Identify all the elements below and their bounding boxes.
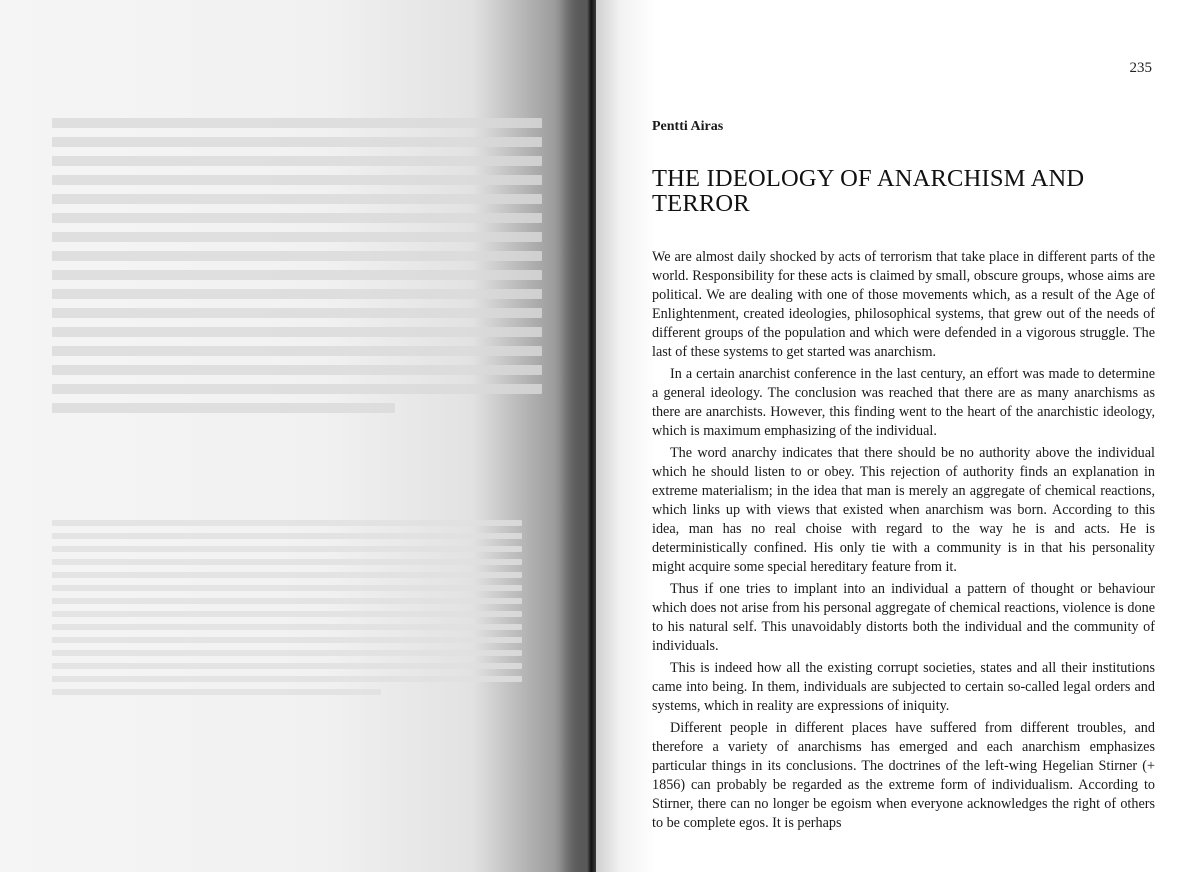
ghost-line: [52, 663, 522, 669]
paragraph: The word anarchy indicates that there should be no authority above the individual which he should listen to or obey. This rejection of authority finds an explanation in extreme materialism; in the idea that man is merely an aggregate of chemical reactions, which links up with views that existed when anarchism was born. According to this idea, man has no real choise with regard to the way he is and acts. He is deterministically confined. His only tie with a community is in that his personality might acquire some special hereditary feature from it.: [652, 445, 1155, 575]
author-name: Pentti Airas: [652, 119, 724, 134]
left-page-ghost-footnotes: [52, 520, 522, 702]
paragraph: Thus if one tries to implant into an individual a pattern of thought or behaviour which does not arise from his personal aggregate of chemical reactions, violence is done to his natural self. This unavoidably distorts both the individual and the community of individuals.: [652, 581, 1155, 654]
ghost-line: [52, 175, 542, 185]
ghost-line: [52, 689, 381, 695]
ghost-line: [52, 546, 522, 552]
ghost-line: [52, 251, 542, 261]
ghost-line: [52, 611, 522, 617]
ghost-line: [52, 289, 542, 299]
ghost-line: [52, 650, 522, 656]
article-title: THE IDEOLOGY OF ANARCHISM AND TERROR: [652, 165, 1085, 217]
ghost-line: [52, 365, 542, 375]
ghost-line: [52, 346, 542, 356]
paragraph: We are almost daily shocked by acts of terrorism that take place in different parts of the world. Responsibility for these acts is claimed by small, obscure groups, whose aims are political. We are dealing with one of those movements which, as a result of the Age of Enlightenment, created ideologies, philosophical systems, that grew out of the needs of different groups of the population and which were defended in a vigorous struggle. The last of these systems to get started was anarchism.: [652, 249, 1155, 360]
ghost-line: [52, 270, 542, 280]
ghost-line: [52, 624, 522, 630]
ghost-line: [52, 585, 522, 591]
ghost-line: [52, 598, 522, 604]
ghost-line: [52, 403, 395, 413]
ghost-line: [52, 559, 522, 565]
right-page: [596, 0, 1200, 872]
ghost-line: [52, 520, 522, 526]
ghost-line: [52, 194, 542, 204]
paragraph: This is indeed how all the existing corrupt societies, states and all their institutions came into being. In them, individuals are subjected to certain so-called legal orders and systems, which in reality are expressions of iniquity.: [652, 660, 1155, 714]
ghost-line: [52, 533, 522, 539]
paragraph: Different people in different places have suffered from different troubles, and therefore a variety of anarchisms has emerged and each anarchism emphasizes particular things in its conclusions. The doctrines of the left-wing Hegelian Stirner (+ 1856) can probably be regarded as the extreme form of individualism. According to Stirner, there can no longer be egoism when everyone acknowledges the right of others to be complete egos. It is perhaps: [652, 720, 1155, 831]
ghost-line: [52, 118, 542, 128]
ghost-line: [52, 137, 542, 147]
ghost-line: [52, 232, 542, 242]
ghost-line: [52, 637, 522, 643]
ghost-line: [52, 308, 542, 318]
article-body: [652, 248, 1155, 833]
left-page-ghost-text: [52, 118, 542, 422]
page-number: 235: [1129, 60, 1152, 76]
ghost-line: [52, 156, 542, 166]
ghost-line: [52, 572, 522, 578]
ghost-line: [52, 213, 542, 223]
left-page-faded: [0, 0, 590, 872]
paragraph: In a certain anarchist conference in the last century, an effort was made to determine a general ideology. The conclusion was reached that there are as many anarchisms as there are anarchists. However, this finding went to the heart of the anarchistic ideology, which is maximum emphasizing of the individual.: [652, 366, 1155, 439]
ghost-line: [52, 676, 522, 682]
ghost-line: [52, 327, 542, 337]
ghost-line: [52, 384, 542, 394]
